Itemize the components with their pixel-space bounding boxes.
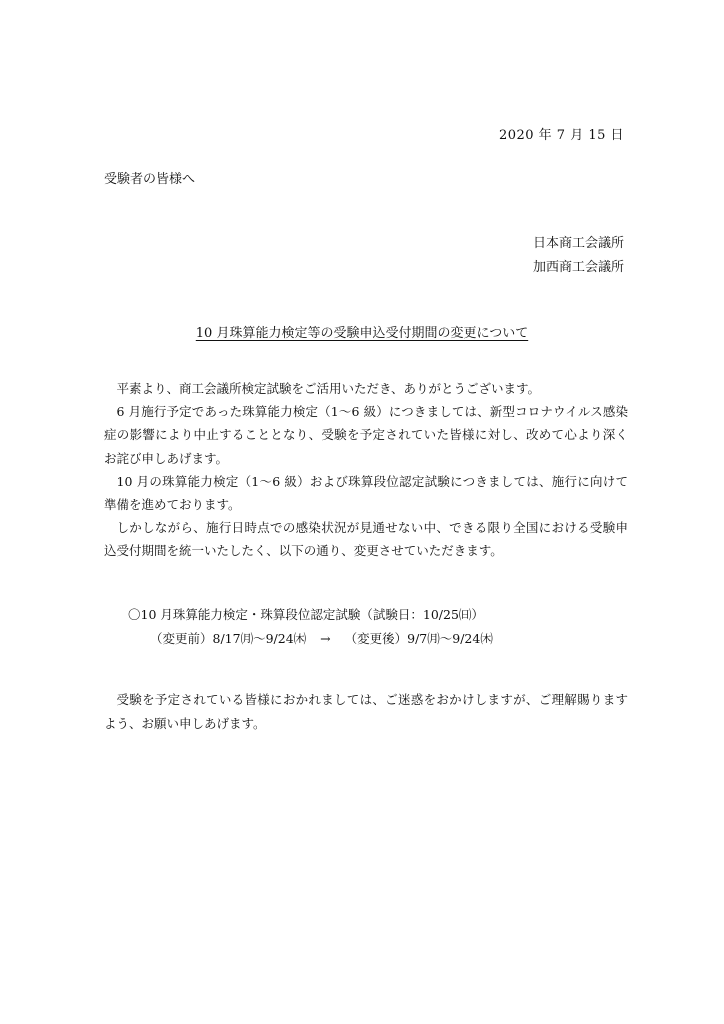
document-title-row — [0, 322, 724, 341]
arrow-right-icon: → — [320, 631, 331, 646]
sender-name: 日本商工会議所 — [532, 236, 624, 251]
closing-text — [104, 688, 628, 736]
body-paragraph: 10 月の珠算能力検定（1～6 級）および珠算段位認定試験につきましては、施行に向けて準備を進めております。 — [104, 473, 628, 513]
sender-block — [533, 232, 624, 280]
body-paragraph: しかしながら、施行日時点での感染状況が見通せない中、できる限り全国における受験申込受付期間を統一いたしたく、以下の通り、変更させていただきます。 — [104, 520, 628, 559]
body-text — [104, 377, 628, 563]
period-before: （変更前）8/17㈪～9/24㈭ — [150, 631, 307, 646]
closing-paragraph: 受験を予定されている皆様におかれましては、ご迷惑をおかけしますが、ご理解賜りますよう、お願い申しあげます。 — [104, 692, 628, 731]
body-paragraph: 平素より、商工会議所検定試験をご活用いただき、ありがとうございます。 — [116, 381, 541, 396]
schedule-heading: 〇10 月珠算能力検定・珠算段位認定試験（試験日：10/25㈰） — [128, 607, 484, 622]
schedule-change-row — [128, 627, 493, 651]
recipient-line: 受験者の皆様へ — [104, 172, 196, 187]
document-title: 10 月珠算能力検定等の受験申込受付期間の変更について — [195, 326, 529, 341]
period-after: （変更後）9/7㈪～9/24㈭ — [344, 631, 493, 646]
issue-date: 2020 年 7 月 15 日 — [498, 128, 624, 143]
sender-name: 加西商工会議所 — [532, 260, 624, 275]
body-paragraph: 6 月施行予定であった珠算能力検定（1～6 級）につきましては、新型コロナウイルス感染症の影響により中止することとなり、受験を予定されていた皆様に対し、改めて心より深くお詫び申しあげます。 — [104, 404, 628, 466]
schedule-block — [128, 603, 493, 651]
